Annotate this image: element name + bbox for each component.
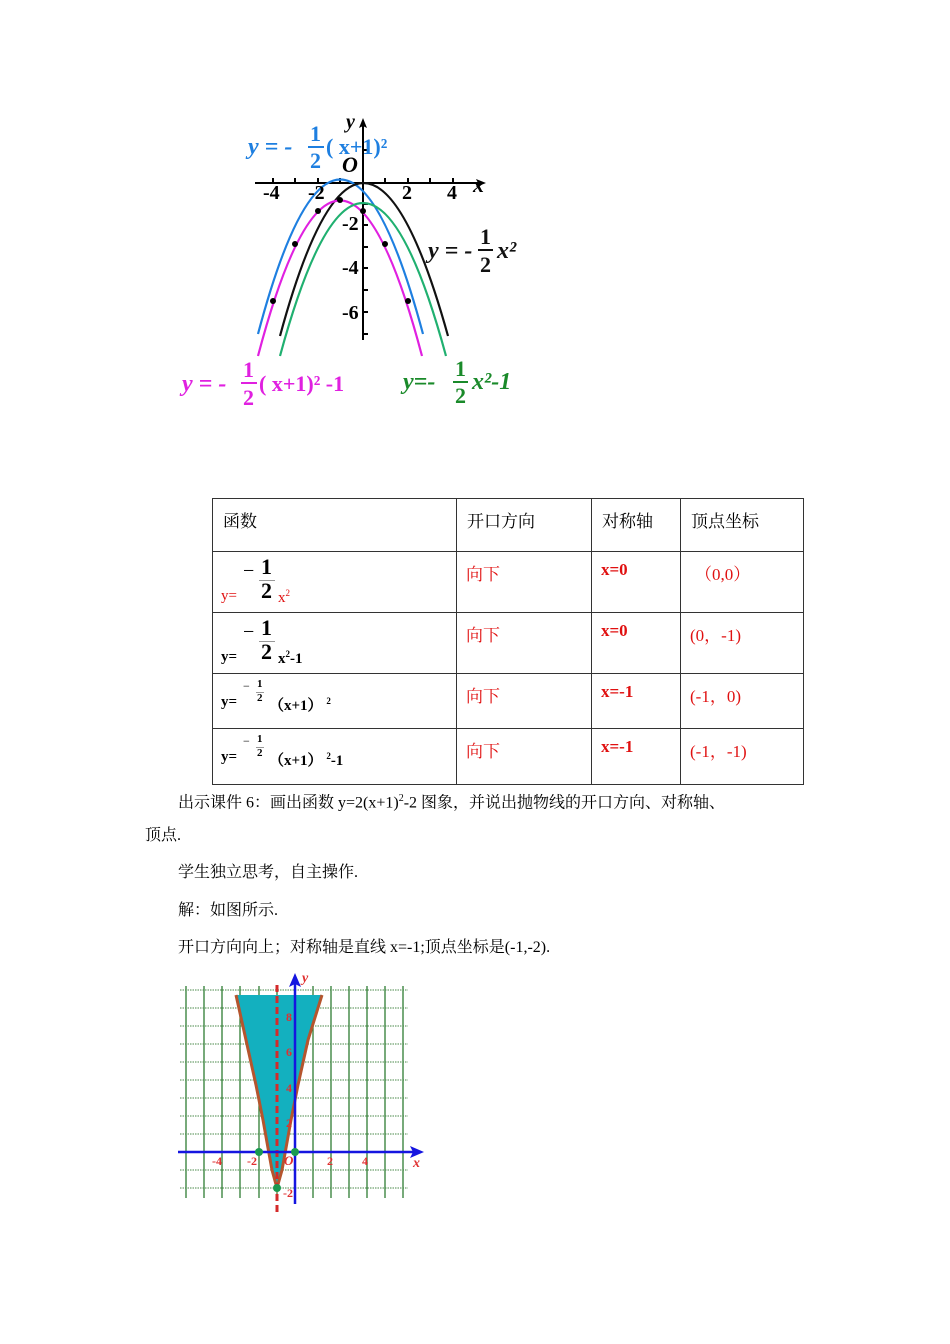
curve-magenta <box>258 201 422 357</box>
table-row <box>213 552 804 613</box>
upward-parabola-chart <box>170 965 440 1225</box>
direction-cell: 向下 <box>457 674 592 729</box>
svg-text:-2: -2 <box>283 1186 293 1200</box>
function-cell <box>213 552 457 613</box>
label-blue <box>245 121 388 173</box>
x-axis-label: x <box>413 1156 420 1171</box>
svg-text:1: 1 <box>310 121 321 146</box>
svg-text:y = -: y = - <box>182 371 227 397</box>
frac-numerator: 1 <box>261 615 272 640</box>
parabola-properties-table <box>212 498 804 785</box>
function-var: $x^2$ <box>278 588 290 606</box>
svg-text:1: 1 <box>243 357 254 382</box>
parabola-family-chart <box>170 100 530 420</box>
svg-text:( x+1)² -1: ( x+1)² -1 <box>259 371 345 396</box>
table-row <box>213 729 804 785</box>
frac-denominator: 2 <box>261 578 272 603</box>
svg-text:y = -: y = - <box>248 134 293 160</box>
direction-cell: 向下 <box>457 552 592 613</box>
axis-cell: x=0 <box>592 613 681 674</box>
paragraph-student: 学生独立思考，自主操作. <box>178 864 359 881</box>
function-cell <box>213 674 457 729</box>
svg-text:-2: -2 <box>342 213 359 235</box>
svg-text:x²: x² <box>497 238 517 264</box>
origin-label: O <box>342 152 358 177</box>
svg-text:1: 1 <box>455 356 466 381</box>
svg-text:2: 2 <box>402 182 412 204</box>
frac-denominator: 2 <box>257 692 263 704</box>
frac-denominator: 2 <box>257 747 263 759</box>
svg-text:6: 6 <box>286 1045 292 1059</box>
svg-text:-4: -4 <box>342 257 359 279</box>
direction-cell: 向下 <box>457 613 592 674</box>
svg-text:2: 2 <box>286 1116 292 1130</box>
svg-text:2: 2 <box>480 252 491 277</box>
svg-text:2: 2 <box>310 148 321 173</box>
svg-text:-4: -4 <box>263 182 280 204</box>
minus-sign: − <box>243 734 250 748</box>
axis-cell: x=-1 <box>592 674 681 729</box>
svg-text:-2: -2 <box>247 1154 257 1168</box>
table-row <box>213 613 804 674</box>
header-direction: 开口方向 <box>457 499 592 552</box>
frac-numerator: 1 <box>257 678 263 690</box>
header-function: 函数 <box>213 499 457 552</box>
x-tick-labels <box>263 182 457 204</box>
svg-text:2: 2 <box>327 1154 333 1168</box>
svg-text:y=-: y=- <box>403 369 436 395</box>
svg-text:x²-1: x²-1 <box>472 369 512 395</box>
function-var: （x+1） $^2$ <box>269 696 331 714</box>
header-vertex: 顶点坐标 <box>681 499 804 552</box>
svg-text:4: 4 <box>286 1081 292 1095</box>
label-magenta <box>179 357 344 410</box>
vertex-cell: (-1，0) <box>681 674 804 729</box>
vertex-cell: (-1，-1) <box>681 729 804 785</box>
function-prefix: y= <box>221 749 238 765</box>
function-prefix: y= <box>221 588 237 604</box>
label-green <box>400 356 511 408</box>
frac-numerator: 1 <box>261 554 272 579</box>
direction-cell: 向下 <box>457 729 592 785</box>
svg-text:2: 2 <box>455 383 466 408</box>
function-cell <box>213 613 457 674</box>
svg-text:2: 2 <box>243 385 254 410</box>
minus-sign: − <box>243 560 255 582</box>
label-black <box>425 224 517 277</box>
x-axis-label: x <box>473 172 484 197</box>
paragraph-answer: 开口方向向上；对称轴是直线 x=-1;顶点坐标是(-1,-2). <box>178 939 551 956</box>
minus-sign: − <box>243 621 255 643</box>
frac-denominator: 2 <box>261 639 272 664</box>
svg-text:-6: -6 <box>342 302 359 324</box>
function-var: （x+1） $^2$-1 <box>269 751 344 769</box>
table-header-row <box>213 499 804 552</box>
y-axis-label: y <box>346 111 355 133</box>
paragraph-task-cont: 顶点. <box>145 827 182 844</box>
vertex-cell: （0,0） <box>681 552 804 613</box>
vertex-cell: (0，-1) <box>681 613 804 674</box>
origin-label: O <box>284 1153 294 1168</box>
function-prefix: y= <box>221 694 238 710</box>
y-axis-label: y <box>302 971 309 986</box>
function-var: $x^2-1$ <box>278 649 303 667</box>
paragraph-task: 出示课件 6：画出函数 $y=2(x+1)^2-2$ 图象，并说出抛物线的开口方向、对称轴、 <box>178 793 726 812</box>
svg-text:y = -: y = - <box>428 238 473 264</box>
minus-sign: − <box>243 679 250 693</box>
header-axis: 对称轴 <box>592 499 681 552</box>
table-row <box>213 674 804 729</box>
axis-cell: x=-1 <box>592 729 681 785</box>
svg-text:1: 1 <box>480 224 491 249</box>
frac-numerator: 1 <box>257 733 263 745</box>
function-prefix: y= <box>221 649 238 665</box>
svg-text:8: 8 <box>286 1010 292 1024</box>
svg-text:-2: -2 <box>308 182 325 204</box>
svg-text:4: 4 <box>362 1154 368 1168</box>
axis-cell: x=0 <box>592 552 681 613</box>
paragraph-solution: 解：如图所示. <box>178 902 279 919</box>
svg-text:( x+1)²: ( x+1)² <box>326 134 388 159</box>
y-tick-labels <box>342 213 359 324</box>
svg-text:-4: -4 <box>212 1154 222 1168</box>
svg-text:4: 4 <box>447 182 457 204</box>
function-cell <box>213 729 457 785</box>
